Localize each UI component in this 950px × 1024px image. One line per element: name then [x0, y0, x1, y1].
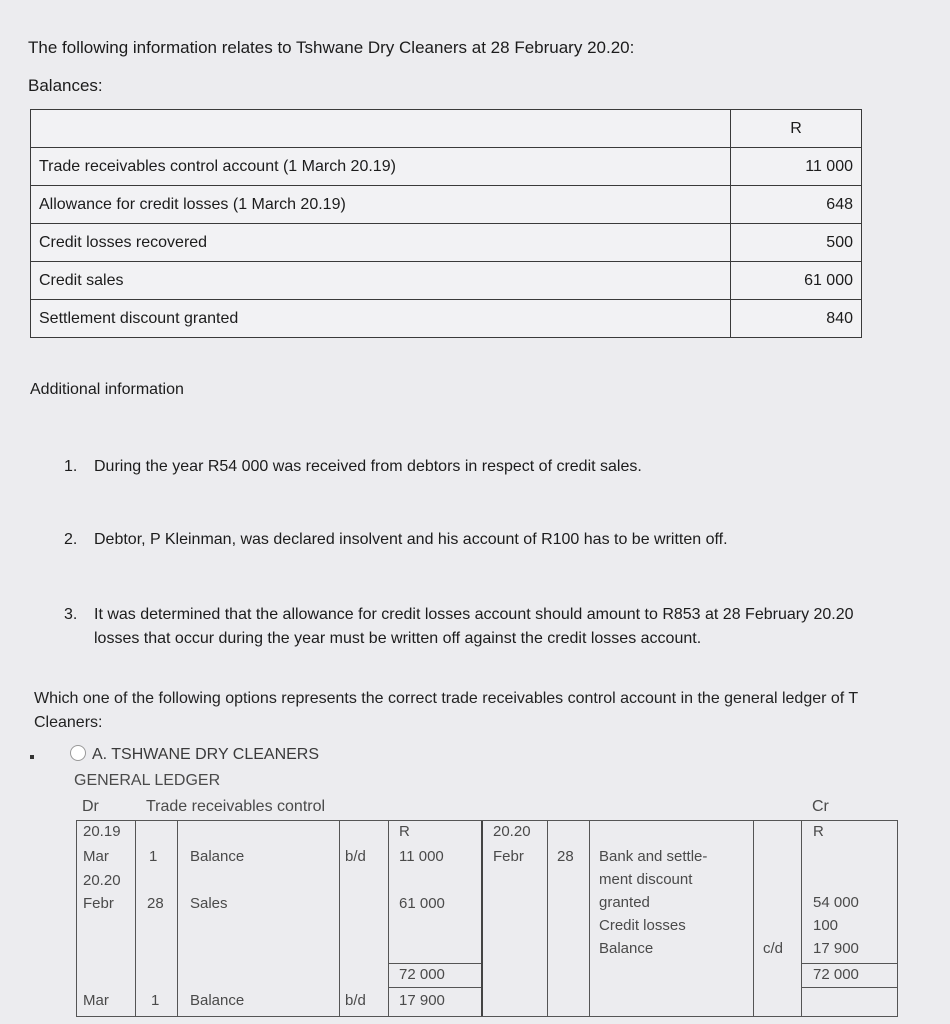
- item-text-line2: losses that occur during the year must be written off against the credit losses account.: [94, 630, 702, 647]
- row-amount: 61 000: [731, 262, 862, 300]
- col-rule: [589, 821, 590, 1016]
- ledger-t-account: [76, 820, 898, 1017]
- row-amount: 648: [731, 186, 862, 224]
- ledger-dr: Dr: [82, 798, 99, 815]
- balances-label: Balances:: [28, 76, 103, 95]
- ledger-cr: Cr: [812, 798, 829, 815]
- left-total-rule-top: [388, 963, 481, 964]
- right-year: 20.20: [493, 823, 531, 840]
- left-folio-3: b/d: [345, 992, 366, 1009]
- left-detail-1: Balance: [190, 848, 245, 865]
- option-a[interactable]: [40, 745, 319, 764]
- right-total: 72 000: [813, 966, 859, 983]
- left-total: 72 000: [399, 966, 445, 983]
- left-day-3: 1: [151, 992, 160, 1009]
- row-label: Credit sales: [31, 262, 731, 300]
- intro-text: The following information relates to Tshwane Dry Cleaners at 28 February 20.20:: [28, 38, 635, 57]
- row-label: Credit losses recovered: [31, 224, 731, 262]
- row-label: Allowance for credit losses (1 March 20.19): [31, 186, 731, 224]
- additional-info-heading: Additional information: [30, 381, 184, 398]
- balances-table: [30, 109, 862, 338]
- right-detail-2: Credit losses: [599, 917, 686, 934]
- table-header-currency: R: [731, 110, 862, 148]
- row-amount: 840: [731, 300, 862, 338]
- item-number: 3.: [64, 606, 78, 623]
- row-label: Settlement discount granted: [31, 300, 731, 338]
- table-row: [31, 224, 862, 262]
- table-row: [31, 300, 862, 338]
- question-text: [34, 687, 858, 735]
- right-day: 28: [557, 848, 574, 865]
- left-day-1: 1: [149, 848, 158, 865]
- row-amount: 11 000: [731, 148, 862, 186]
- item-number: 2.: [64, 531, 78, 548]
- table-header-blank: [31, 110, 731, 148]
- row-label: Trade receivables control account (1 March 20.19): [31, 148, 731, 186]
- left-month-3: Mar: [83, 992, 109, 1009]
- info-item-1: [64, 458, 642, 476]
- right-total-rule-top: [801, 963, 897, 964]
- ledger-subtitle: GENERAL LEDGER: [74, 772, 221, 789]
- left-total-rule-bottom: [388, 987, 481, 988]
- right-r-header: R: [813, 823, 824, 840]
- left-month-1: Mar: [83, 848, 109, 865]
- table-row: [31, 148, 862, 186]
- table-row: [31, 186, 862, 224]
- right-folio-3: c/d: [763, 940, 784, 957]
- radio-button-a[interactable]: [70, 745, 86, 761]
- info-item-3: [64, 603, 854, 651]
- right-detail-1c: granted: [599, 894, 650, 911]
- left-folio-1: b/d: [345, 848, 366, 865]
- item-text: Debtor, P Kleinman, was declared insolvent and his account of R100 has to be written off.: [94, 531, 728, 548]
- left-amount-3: 17 900: [399, 992, 445, 1009]
- table-row: [31, 262, 862, 300]
- ledger-header: [82, 798, 842, 816]
- right-amount-1: 54 000: [813, 894, 859, 911]
- right-amount-2: 100: [813, 917, 839, 934]
- col-rule: [339, 821, 340, 1016]
- ledger-account-name: Trade receivables control: [146, 798, 326, 815]
- info-item-2: [64, 531, 728, 549]
- left-amount-2: 61 000: [399, 895, 445, 912]
- question-line2: Cleaners:: [34, 714, 103, 731]
- right-amount-3: 17 900: [813, 940, 859, 957]
- question-line1: Which one of the following options represents the correct trade receivables control account in the general ledger of T: [34, 690, 859, 707]
- left-detail-3: Balance: [190, 992, 245, 1009]
- item-text: During the year R54 000 was received from debtors in respect of credit sales.: [94, 458, 642, 475]
- row-amount: 500: [731, 224, 862, 262]
- right-detail-1a: Bank and settle-: [599, 848, 708, 865]
- col-rule: [547, 821, 548, 1016]
- option-a-title: A. TSHWANE DRY CLEANERS: [92, 746, 320, 763]
- right-month: Febr: [493, 848, 524, 865]
- left-detail-2: Sales: [190, 895, 228, 912]
- col-rule: [135, 821, 136, 1016]
- left-month-2: Febr: [83, 895, 114, 912]
- table-header-row: [31, 110, 862, 148]
- right-detail-1b: ment discount: [599, 871, 693, 888]
- left-year-1: 20.19: [83, 823, 121, 840]
- col-rule: [753, 821, 754, 1016]
- col-rule: [177, 821, 178, 1016]
- center-rule: [481, 821, 483, 1016]
- bullet-icon: [30, 755, 34, 759]
- right-total-rule-bottom: [801, 987, 897, 988]
- left-day-2: 28: [147, 895, 164, 912]
- right-detail-3: Balance: [599, 940, 654, 957]
- left-amount-1: 11 000: [399, 848, 444, 865]
- left-r-header: R: [399, 823, 410, 840]
- item-text-line1: It was determined that the allowance for credit losses account should amount to R853 at 28 February 20.20: [94, 606, 854, 623]
- item-number: 1.: [64, 458, 78, 475]
- left-year-2: 20.20: [83, 872, 121, 889]
